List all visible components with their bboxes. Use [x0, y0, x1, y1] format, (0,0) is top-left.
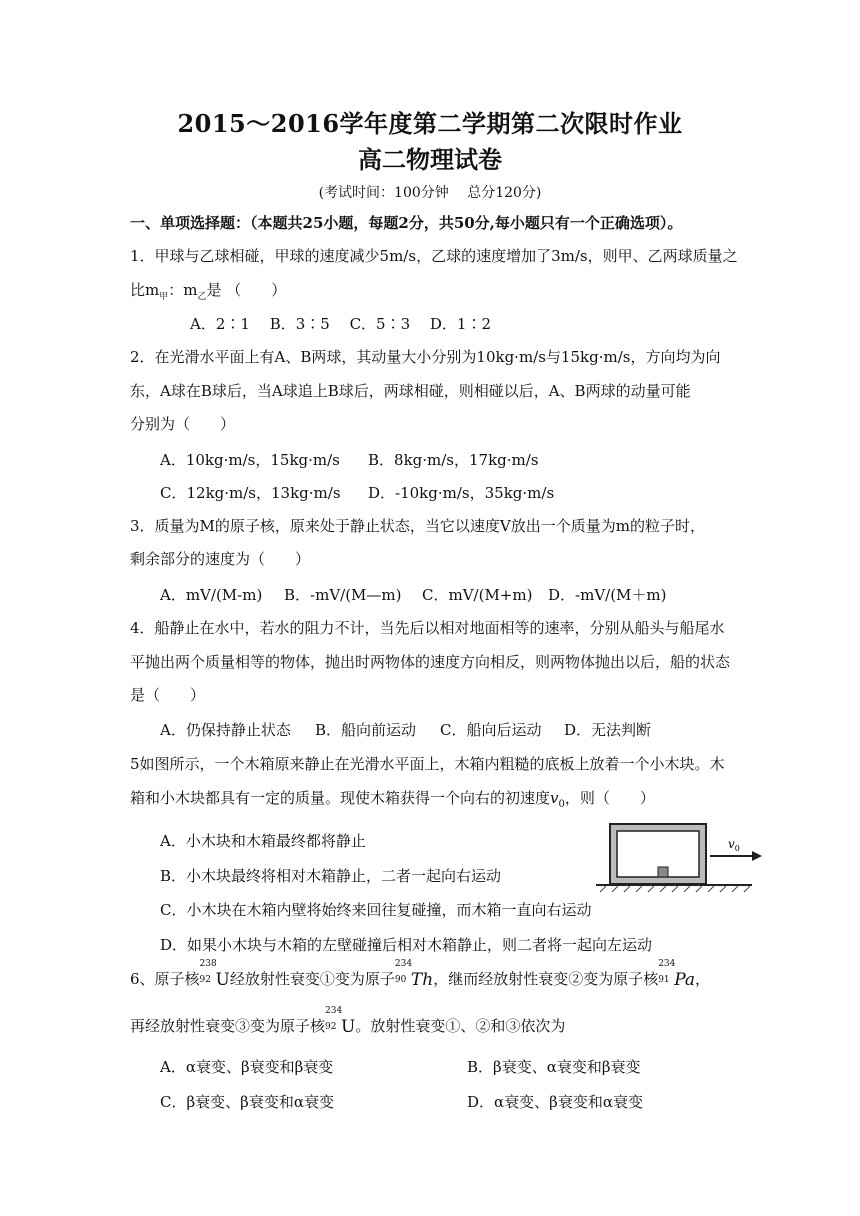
nuclide-mass: 234 — [658, 959, 676, 969]
nuclide-u238 — [199, 959, 230, 990]
q6-text-b: 经放射性衰变①变为原子 — [229, 970, 395, 988]
box-left-wall — [610, 824, 617, 884]
nuclide-symbol: Pa — [674, 970, 696, 990]
q2-line1: 2．在光滑水平面上有A、B两球，其动量大小分别为10kg·m/s与15kg·m/s，方向均为向 — [130, 348, 721, 366]
box-right-wall — [699, 824, 706, 884]
q2-option-b: B．8kg·m/s，17kg·m/s — [368, 451, 539, 469]
q1-line1: 1．甲球与乙球相碰，甲球的速度减少5m/s，乙球的速度增加了3m/s，则甲、乙两球质量之 — [130, 247, 738, 265]
q5-v-subscript: 0 — [558, 799, 565, 810]
q5-line1: 5如图所示，一个木箱原来静止在光滑水平面上，木箱内粗糙的底板上放着一个小木块。木 — [130, 755, 725, 773]
q1-line2 — [130, 279, 286, 302]
q6-option-b: B．β衰变、α衰变和β衰变 — [467, 1058, 641, 1076]
nuclide-z: 91 — [658, 975, 670, 985]
q1-options: A．2∶1 B．3∶5 C．5∶3 D．1∶2 — [190, 315, 492, 333]
q5-option-d: D．如果小木块与木箱的左壁碰撞后相对木箱静止，则二者将一起向左运动 — [160, 936, 653, 954]
ground-hatch — [600, 886, 750, 892]
q5-v0 — [550, 789, 565, 810]
q5-line2 — [130, 787, 655, 810]
page-subtitle: 高二物理试卷 — [358, 145, 502, 174]
nuclide-mass: 234 — [394, 959, 413, 969]
q2-line2: 东，A球在B球后，当A球追上B球后，两球相碰，则相碰以后，A、B两球的动量可能 — [130, 382, 691, 400]
q6-option-a: A．α衰变、β衰变和β衰变 — [160, 1058, 334, 1076]
q2-option-a: A．10kg·m/s，15kg·m/s — [160, 451, 340, 469]
q4-line3: 是（ ） — [130, 686, 206, 704]
q4-option-c: C．船向后运动 — [440, 721, 542, 739]
q5-v-symbol: v — [550, 789, 559, 807]
q6-option-d: D．α衰变、β衰变和α衰变 — [467, 1093, 643, 1111]
q4-line1: 4．船静止在水中，若水的阻力不计，当先后以相对地面相等的速率，分别从船头与船尾水 — [130, 619, 725, 637]
nuclide-mass: 234 — [325, 1006, 343, 1016]
q4-option-d: D．无法判断 — [564, 721, 652, 739]
section-heading: 一、单项选择题：（本题共25小题，每题2分，共50分,每小题只有一个正确选项）。 — [130, 214, 683, 232]
q5-text-a: 箱和小木块都具有一定的质量。现使木箱获得一个向右的初速度 — [130, 789, 551, 807]
q6-text-d: ， — [695, 970, 711, 988]
q6-text-c: ，继而经放射性衰变②变为原子核 — [433, 970, 659, 988]
q2-line3: 分别为（ ） — [130, 415, 236, 433]
q3-option-a: A．mV/(M-m) — [160, 586, 263, 604]
nuclide-symbol: Th — [410, 970, 434, 990]
q3-option-c: C．mV/(M+m) — [422, 586, 533, 604]
q6-line2 — [130, 1006, 566, 1037]
nuclide-z: 92 — [199, 975, 211, 985]
q3-line1: 3．质量为M的原子核，原来处于静止状态，当它以速度V放出一个质量为m的粒子时， — [130, 517, 705, 535]
q6-line1 — [130, 959, 711, 990]
q6-text-a: 6、原子核 — [130, 970, 200, 988]
q3-option-b: B．-mV/(M—m) — [284, 586, 402, 604]
nuclide-z: 90 — [394, 975, 407, 985]
q6-option-c: C．β衰变、β衰变和α衰变 — [160, 1093, 334, 1111]
q5-option-c: C．小木块在木箱内壁将始终来回往复碰撞，而木箱一直向右运动 — [160, 901, 592, 919]
q3-option-d: D．-mV/(M＋m) — [548, 586, 667, 604]
small-block — [658, 867, 668, 877]
q5-option-a: A．小木块和木箱最终都将静止 — [160, 832, 366, 850]
q5-option-b: B．小木块最终将相对木箱静止，二者一起向右运动 — [160, 867, 502, 885]
velocity-label: $v_0$ — [728, 837, 740, 853]
nuclide-mass: 238 — [199, 959, 217, 969]
q4-line2: 平抛出两个质量相等的物体，抛出时两物体的速度方向相反，则两物体抛出以后，船的状态 — [130, 653, 731, 671]
q1-text-a: 比m — [130, 281, 160, 299]
page-title: 2015～2016学年度第二学期第二次限时作业 — [177, 109, 683, 138]
q1-sub-yi: 乙 — [197, 292, 207, 302]
box-top-wall — [610, 824, 706, 831]
nuclide-pa234 — [658, 959, 696, 990]
q6-text-e: 再经放射性衰变③变为原子核 — [130, 1017, 326, 1035]
exam-info: (考试时间：100分钟 总分120分) — [318, 185, 542, 201]
q5-text-b: ，则（ ） — [564, 789, 655, 807]
nuclide-symbol: U — [215, 970, 230, 990]
q2-option-c: C．12kg·m/s，13kg·m/s — [160, 484, 341, 502]
nuclide-th234 — [394, 959, 434, 990]
q1-text-c: 是 （ ） — [206, 281, 287, 299]
q1-sub-jia: 甲 — [159, 292, 169, 302]
q3-line2: 剩余部分的速度为（ ） — [130, 550, 311, 568]
q5-box-figure — [592, 816, 772, 896]
q1-text-b: ：m — [168, 281, 198, 299]
q4-option-b: B．船向前运动 — [315, 721, 417, 739]
arrow-head-icon — [752, 851, 762, 861]
q2-option-d: D．-10kg·m/s，35kg·m/s — [368, 484, 555, 502]
box-bottom-wall — [610, 877, 706, 884]
nuclide-symbol: U — [341, 1017, 356, 1037]
q4-option-a: A．仍保持静止状态 — [160, 721, 291, 739]
q6-text-f: 。放射性衰变①、②和③依次为 — [355, 1017, 566, 1035]
nuclide-z: 92 — [325, 1022, 337, 1032]
nuclide-u234 — [325, 1006, 356, 1037]
